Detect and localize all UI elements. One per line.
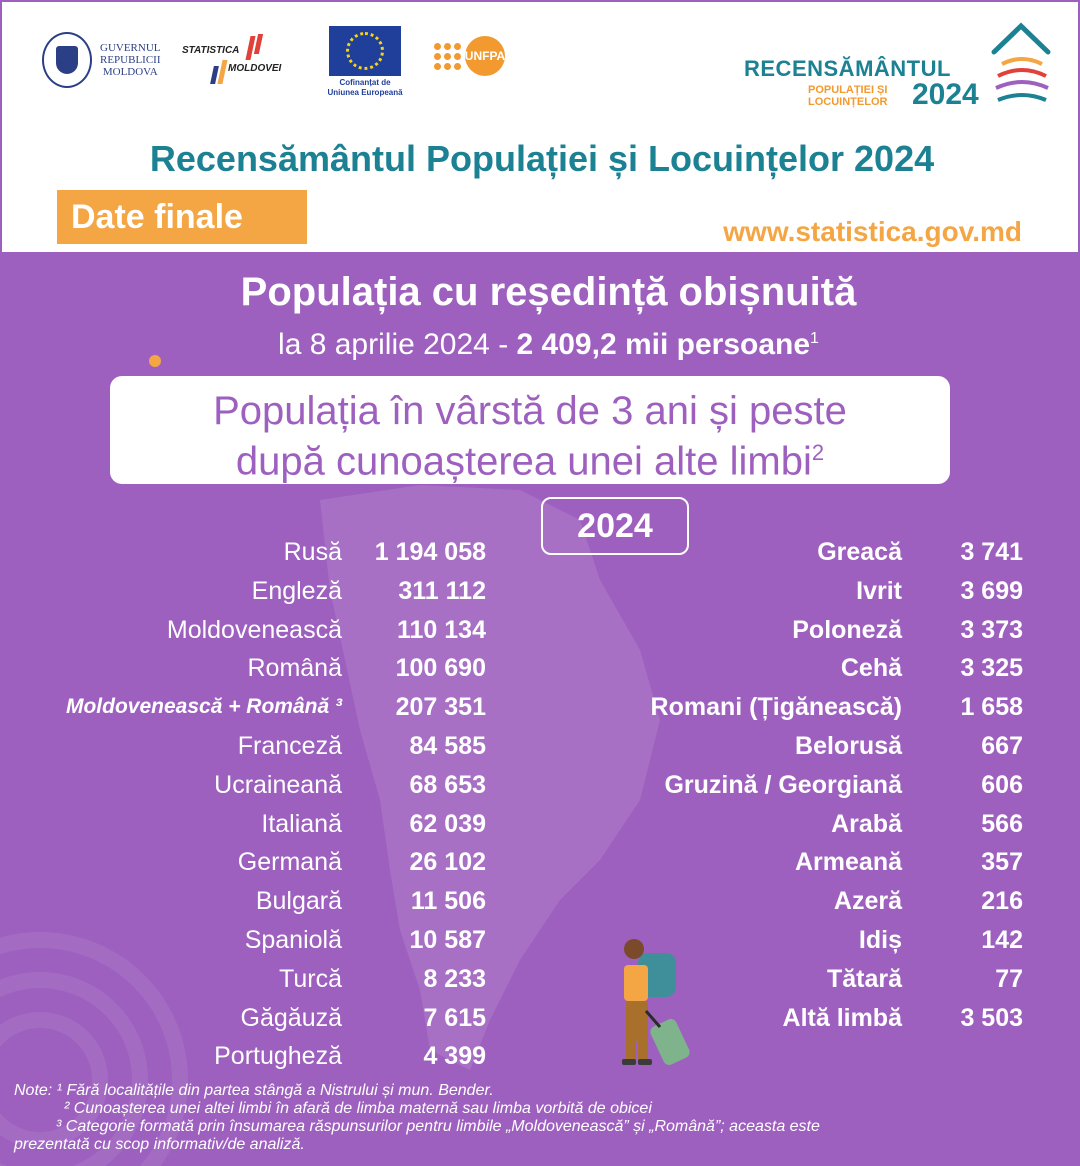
language-name: Română	[247, 654, 342, 683]
language-name: Rusă	[283, 538, 342, 566]
language-name: Moldovenească + Română ³	[65, 695, 342, 719]
language-value: 216	[981, 887, 1023, 916]
decorative-dot	[149, 355, 161, 367]
coat-of-arms-icon	[42, 32, 92, 88]
language-name: Greacă	[817, 538, 902, 566]
language-value: 357	[981, 848, 1023, 877]
language-name: Tătară	[826, 964, 902, 993]
language-value: 3 503	[960, 1003, 1023, 1032]
language-value: 68 653	[409, 770, 486, 799]
page-title: Recensământul Populației și Locuințelor 2024	[149, 138, 935, 179]
language-value: 110 134	[397, 615, 486, 644]
language-value: 142	[981, 926, 1023, 954]
language-value: 8 233	[423, 964, 486, 993]
header-banner	[0, 0, 1080, 254]
language-name: Găgăuză	[240, 1003, 342, 1032]
language-value: 10 587	[409, 926, 486, 954]
language-value: 566	[981, 809, 1023, 838]
language-name: Moldovenească	[166, 615, 342, 644]
unfpa-dots-icon	[434, 43, 461, 70]
language-value: 84 585	[409, 732, 486, 760]
language-name: Belorusă	[795, 732, 902, 760]
language-name: Gruzină / Georgiană	[664, 770, 902, 799]
eu-logo: Cofinanțat de Uniunea Europeană	[320, 26, 410, 98]
statistica-logo: STATISTICA MOLDOVEI	[182, 32, 294, 88]
language-name: Engleză	[251, 576, 342, 605]
language-value: 62 039	[409, 809, 486, 838]
language-value: 1 194 058	[374, 538, 486, 566]
language-value: 3 741	[960, 538, 1023, 566]
language-value: 1 658	[960, 693, 1023, 722]
language-value: 3 325	[960, 654, 1023, 683]
language-name: Arabă	[831, 809, 902, 838]
traveler-illustration	[598, 935, 708, 1075]
government-logo	[42, 32, 161, 88]
language-name: Italiană	[261, 809, 342, 838]
language-name: Germană	[237, 848, 342, 877]
language-name: Armeană	[795, 848, 902, 877]
language-name: Ivrit	[856, 576, 902, 605]
language-name: Ucraineană	[214, 770, 342, 799]
language-value: 3 699	[960, 576, 1023, 605]
language-name: Poloneză	[792, 615, 902, 644]
year-badge: 2024	[541, 497, 689, 555]
subtitle-card: Populația în vârstă de 3 ani și peste după cunoașterea unei alte limbi$^2$	[110, 376, 950, 484]
house-icon	[988, 20, 1054, 116]
language-value: 667	[981, 732, 1023, 760]
footnote-1: Note: ¹ Fără localitățile din partea stângă a Nistrului și mun. Bender.	[14, 1082, 494, 1099]
language-name: Bulgară	[255, 887, 342, 916]
language-value: 100 690	[395, 654, 486, 683]
footnote-2: ² Cunoașterea unei altei limbi în afară de limba maternă sau limba vorbită de obicei	[64, 1100, 652, 1117]
unfpa-logo: UNFPA	[434, 36, 505, 76]
eu-flag-icon	[329, 26, 401, 76]
government-logo-text: GUVERNUL REPUBLICII MOLDOVA	[100, 42, 161, 78]
language-name: Cehă	[840, 654, 902, 683]
section-heading: Populația cu reședință obișnuită	[240, 270, 857, 314]
language-name: Idiș	[858, 926, 902, 954]
language-value: 26 102	[409, 848, 486, 877]
language-value: 7 615	[423, 1003, 486, 1032]
final-data-badge: Date finale	[57, 190, 307, 244]
language-name: Romani (Țigănească)	[650, 693, 902, 722]
language-value: 11 506	[410, 887, 486, 916]
language-value: 77	[995, 964, 1023, 993]
footnotes	[14, 1082, 1074, 1154]
language-name: Spaniolă	[244, 926, 342, 954]
language-name: Franceză	[237, 732, 342, 760]
language-value: 4 399	[423, 1042, 486, 1071]
language-name: Altă limbă	[782, 1003, 902, 1032]
language-value: 311 112	[398, 576, 486, 605]
population-total-line: la 8 aprilie 2024 - 2 409,2 mii persoane$^1$	[278, 328, 819, 361]
language-value: 207 351	[395, 693, 486, 722]
website-link[interactable]: www.statistica.gov.md	[723, 216, 1022, 247]
language-value: 3 373	[960, 615, 1023, 644]
footnote-3: ³ Categorie formată prin însumarea răspunsurilor pentru limbile „Moldovenească” și „Română”; aceasta este	[56, 1118, 820, 1135]
language-value: 606	[981, 770, 1023, 799]
language-name: Azeră	[833, 887, 902, 916]
language-name: Portugheză	[214, 1042, 342, 1071]
census-logo: RECENSĂMÂNTUL POPULAȚIEI ȘI LOCUINȚELOR 2024	[744, 20, 1056, 120]
language-name: Turcă	[279, 964, 342, 993]
footnote-3-cont: prezentată cu scop informativ/de analiză.	[14, 1136, 305, 1153]
